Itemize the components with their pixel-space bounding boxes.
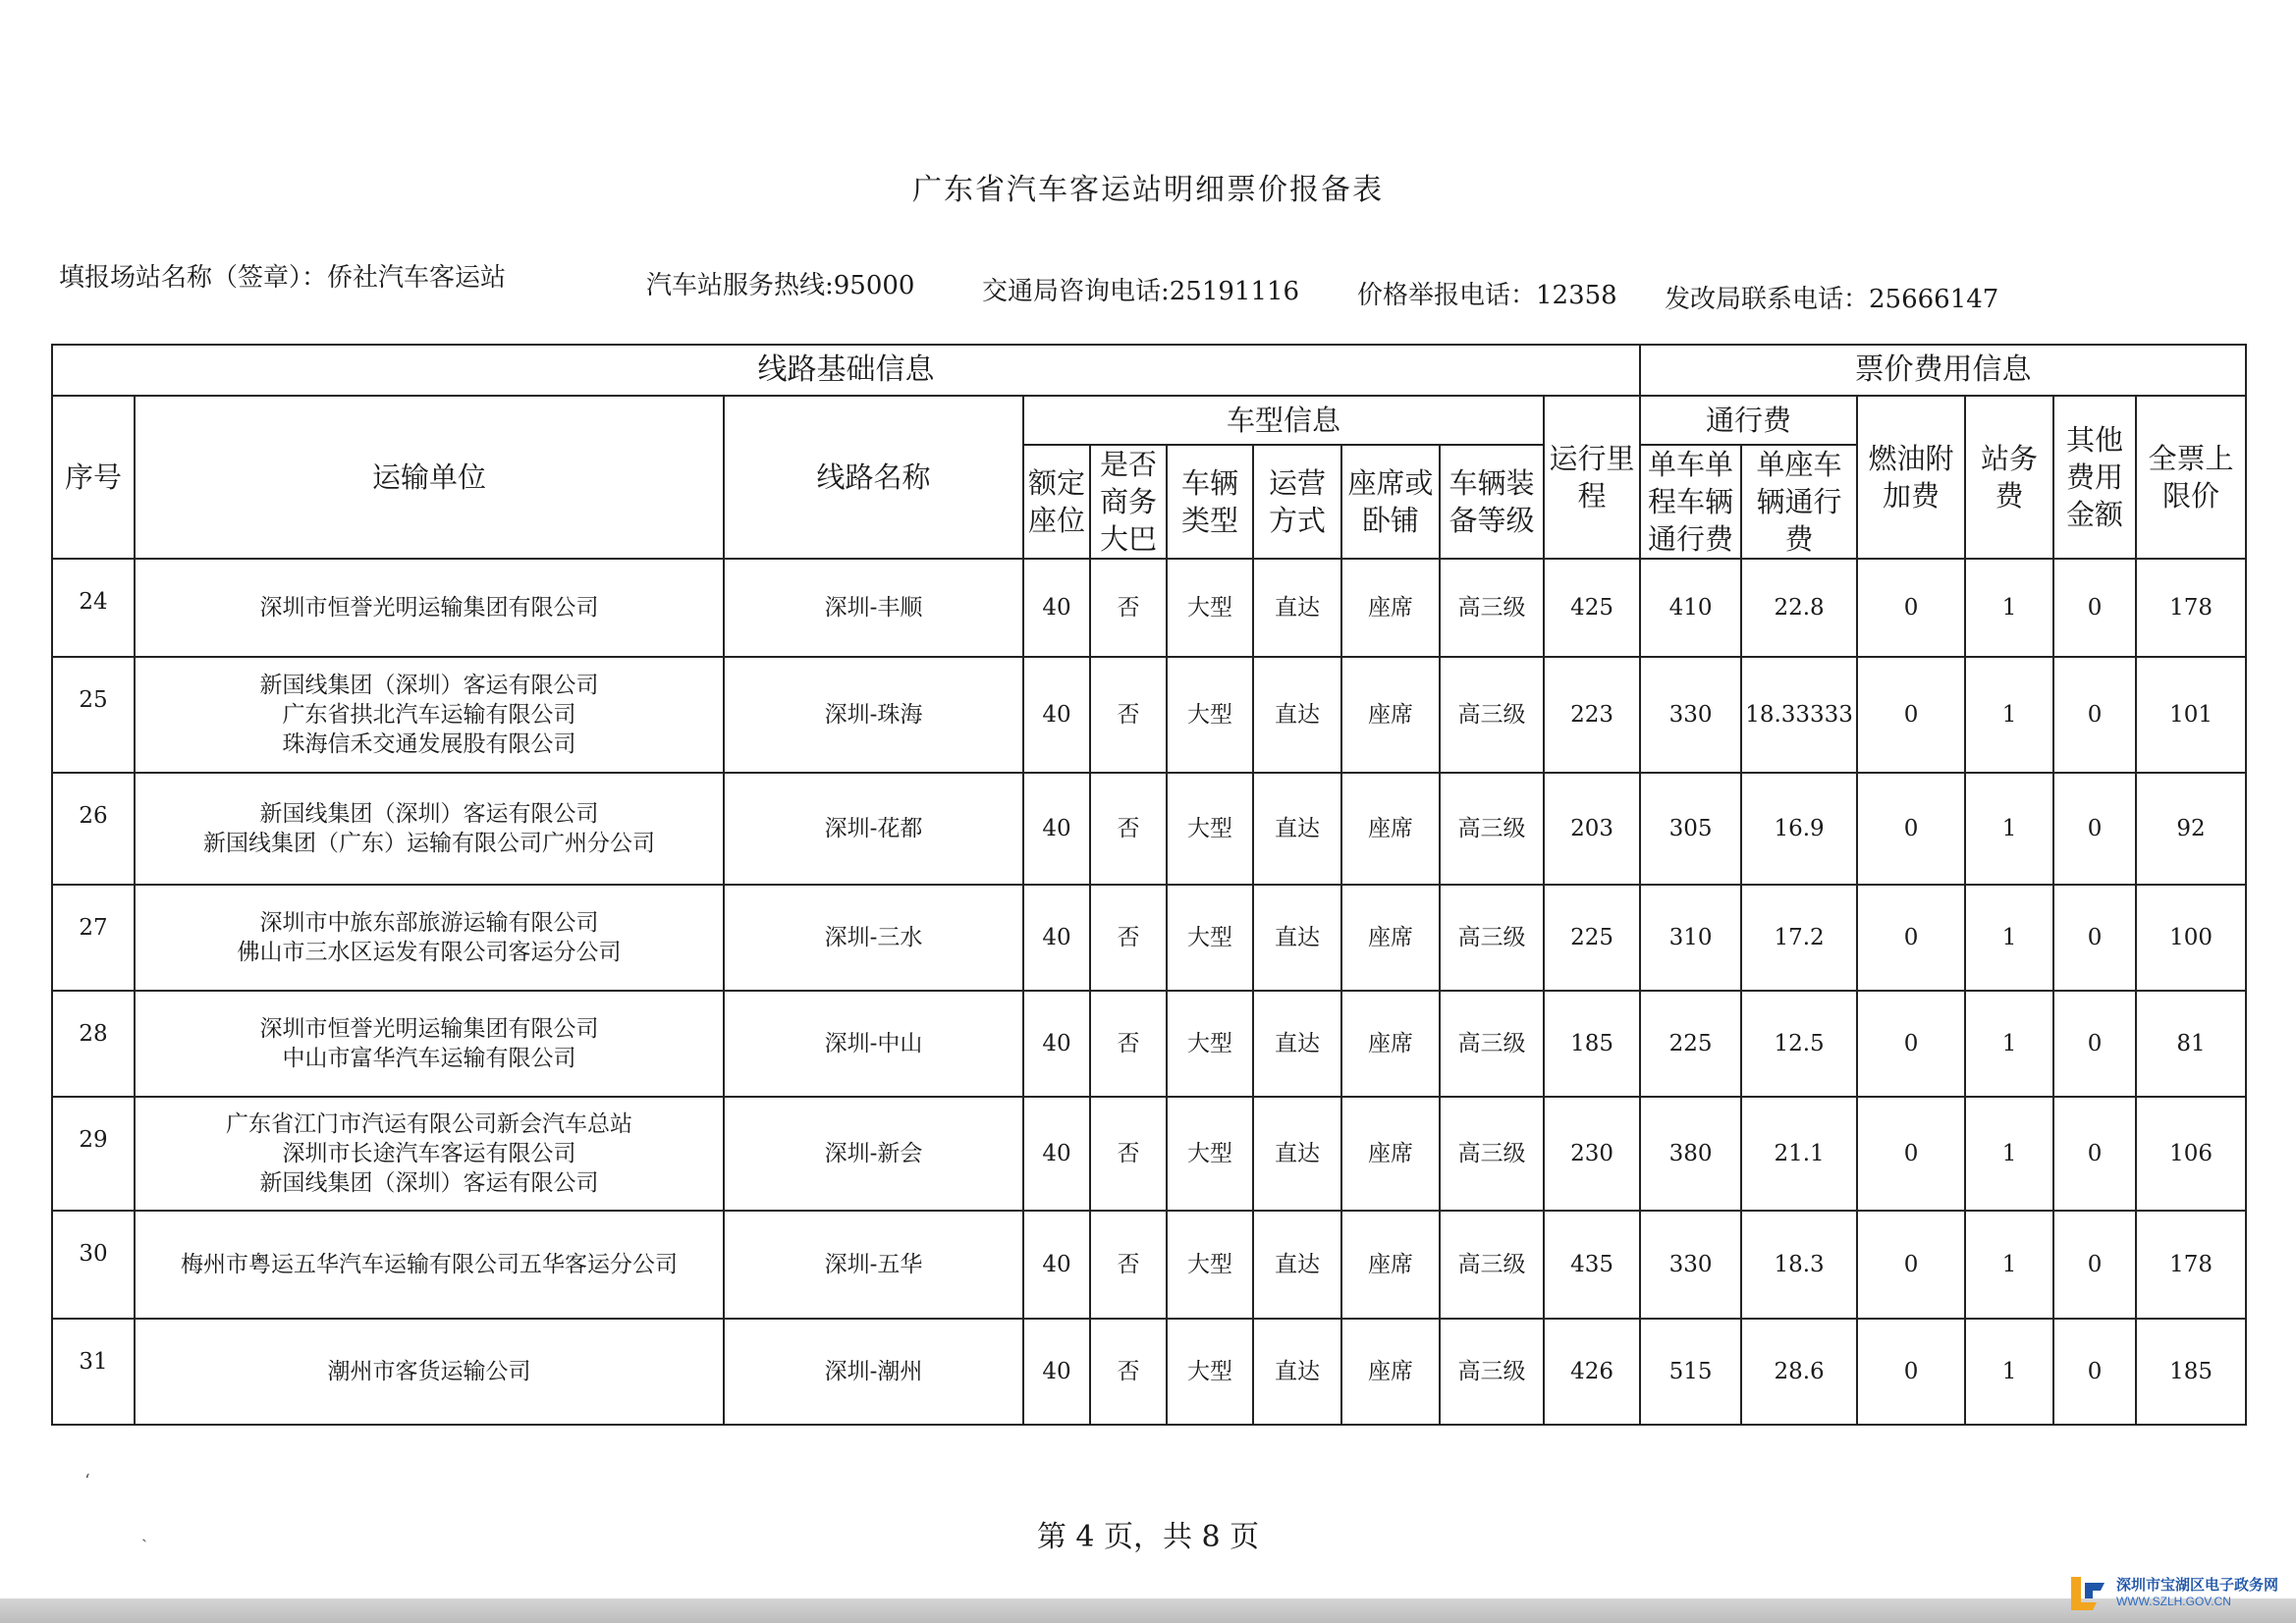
watermark-url: WWW.SZLH.GOV.CN: [2115, 1595, 2231, 1608]
scan-speck: ˴: [141, 1528, 147, 1548]
row-toll: 305: [1640, 773, 1741, 885]
watermark-site-name: 深圳市宝湖区电子政务网: [2115, 1577, 2278, 1594]
col-fuel-header: 燃油附加费: [1857, 396, 1965, 559]
col-operator-header: 运输单位: [135, 396, 724, 559]
row-business: 否: [1090, 559, 1167, 657]
row-index: 28: [52, 991, 135, 1097]
row-route: 深圳-珠海: [724, 657, 1023, 773]
row-station: 1: [1965, 1211, 2053, 1319]
row-toll-seat: 12.5: [1741, 991, 1857, 1097]
page-number: 第 4 页，共 8 页: [1036, 1520, 1260, 1554]
row-operator: 深圳市恒誉光明运输集团有限公司 中山市富华汽车运输有限公司: [135, 991, 724, 1097]
row-fuel: 0: [1857, 657, 1965, 773]
row-distance: 425: [1544, 559, 1640, 657]
row-other: 0: [2053, 991, 2136, 1097]
row-other: 0: [2053, 773, 2136, 885]
table-row: [52, 559, 2246, 657]
row-toll: 330: [1640, 1211, 1741, 1319]
row-toll: 225: [1640, 991, 1741, 1097]
row-other: 0: [2053, 657, 2136, 773]
row-seat: 座席: [1341, 657, 1440, 773]
col-route-header: 线路名称: [724, 396, 1023, 559]
row-seats: 40: [1023, 1097, 1090, 1211]
row-index: 31: [52, 1319, 135, 1425]
col-seat-sleeper-header: 座席或卧铺: [1341, 445, 1440, 559]
row-seats: 40: [1023, 657, 1090, 773]
row-index: 27: [52, 885, 135, 991]
row-distance: 223: [1544, 657, 1640, 773]
row-price: 185: [2136, 1319, 2246, 1425]
watermark: [2067, 1571, 2278, 1616]
row-distance: 225: [1544, 885, 1640, 991]
row-fuel: 0: [1857, 1097, 1965, 1211]
row-grade: 高三级: [1440, 1097, 1544, 1211]
row-business: 否: [1090, 1097, 1167, 1211]
table-row: [52, 1319, 2246, 1425]
row-station: 1: [1965, 1319, 2053, 1425]
row-grade: 高三级: [1440, 657, 1544, 773]
fare-table-container: [51, 344, 2245, 1426]
row-seats: 40: [1023, 559, 1090, 657]
row-station: 1: [1965, 991, 2053, 1097]
row-other: 0: [2053, 885, 2136, 991]
row-operator: 深圳市中旅东部旅游运输有限公司 佛山市三水区运发有限公司客运分公司: [135, 885, 724, 991]
ndrc-contact-phone: 发改局联系电话：25666147: [1665, 285, 1999, 314]
row-operator: 深圳市恒誉光明运输集团有限公司: [135, 559, 724, 657]
row-other: 0: [2053, 1211, 2136, 1319]
row-toll-seat: 16.9: [1741, 773, 1857, 885]
scan-edge: [0, 1598, 2296, 1623]
group-vehicle-info-header: 车型信息: [1023, 396, 1544, 445]
row-route: 深圳-三水: [724, 885, 1023, 991]
row-fuel: 0: [1857, 559, 1965, 657]
row-fuel: 0: [1857, 885, 1965, 991]
row-seat: 座席: [1341, 773, 1440, 885]
row-toll-seat: 17.2: [1741, 885, 1857, 991]
row-business: 否: [1090, 773, 1167, 885]
row-toll-seat: 18.33333: [1741, 657, 1857, 773]
row-price: 92: [2136, 773, 2246, 885]
col-toll-single-header: 单车单程车辆通行费: [1640, 445, 1741, 559]
table-row: [52, 885, 2246, 991]
row-seat: 座席: [1341, 1319, 1440, 1425]
row-mode: 直达: [1253, 773, 1341, 885]
row-operator: 新国线集团（深圳）客运有限公司 广东省拱北汽车运输有限公司 珠海信禾交通发展股有限公司: [135, 657, 724, 773]
row-distance: 435: [1544, 1211, 1640, 1319]
row-business: 否: [1090, 991, 1167, 1097]
station-hotline: 汽车站服务热线:95000: [646, 271, 915, 300]
row-station: 1: [1965, 885, 2053, 991]
row-toll: 310: [1640, 885, 1741, 991]
row-distance: 203: [1544, 773, 1640, 885]
scan-speck: ʻ: [84, 1471, 90, 1491]
row-price: 81: [2136, 991, 2246, 1097]
row-index: 25: [52, 657, 135, 773]
row-price: 178: [2136, 559, 2246, 657]
table-row: [52, 1211, 2246, 1319]
row-index: 30: [52, 1211, 135, 1319]
row-seats: 40: [1023, 773, 1090, 885]
row-seat: 座席: [1341, 1097, 1440, 1211]
row-toll: 515: [1640, 1319, 1741, 1425]
col-toll-per-seat-header: 单座车辆通行费: [1741, 445, 1857, 559]
row-toll-seat: 28.6: [1741, 1319, 1857, 1425]
col-business-header: 是否商务大巴: [1090, 445, 1167, 559]
row-station: 1: [1965, 657, 2053, 773]
row-grade: 高三级: [1440, 773, 1544, 885]
row-seats: 40: [1023, 1211, 1090, 1319]
row-operator: 新国线集团（深圳）客运有限公司 新国线集团（广东）运输有限公司广州分公司: [135, 773, 724, 885]
row-grade: 高三级: [1440, 1319, 1544, 1425]
table-row: [52, 657, 2246, 773]
table-row: [52, 1097, 2246, 1211]
row-fuel: 0: [1857, 1211, 1965, 1319]
row-business: 否: [1090, 657, 1167, 773]
price-report-phone: 价格举报电话：12358: [1357, 281, 1617, 310]
row-route: 深圳-花都: [724, 773, 1023, 885]
row-toll: 410: [1640, 559, 1741, 657]
row-toll-seat: 18.3: [1741, 1211, 1857, 1319]
row-distance: 185: [1544, 991, 1640, 1097]
row-mode: 直达: [1253, 559, 1341, 657]
row-fuel: 0: [1857, 1319, 1965, 1425]
row-other: 0: [2053, 1319, 2136, 1425]
transport-bureau-phone: 交通局咨询电话:25191116: [982, 277, 1300, 306]
row-vtype: 大型: [1167, 885, 1253, 991]
row-toll: 380: [1640, 1097, 1741, 1211]
row-mode: 直达: [1253, 885, 1341, 991]
row-toll: 330: [1640, 657, 1741, 773]
row-mode: 直达: [1253, 1097, 1341, 1211]
row-vtype: 大型: [1167, 1211, 1253, 1319]
row-grade: 高三级: [1440, 1211, 1544, 1319]
row-mode: 直达: [1253, 1319, 1341, 1425]
row-vtype: 大型: [1167, 559, 1253, 657]
row-route: 深圳-新会: [724, 1097, 1023, 1211]
watermark-text: [2116, 1577, 2278, 1610]
row-operator: 广东省江门市汽运有限公司新会汽车总站 深圳市长途汽车客运有限公司 新国线集团（深圳）客运有限公司: [135, 1097, 724, 1211]
row-index: 24: [52, 559, 135, 657]
row-seat: 座席: [1341, 559, 1440, 657]
row-distance: 426: [1544, 1319, 1640, 1425]
row-grade: 高三级: [1440, 559, 1544, 657]
row-vtype: 大型: [1167, 1097, 1253, 1211]
table-row: [52, 773, 2246, 885]
row-mode: 直达: [1253, 991, 1341, 1097]
row-fuel: 0: [1857, 773, 1965, 885]
row-price: 101: [2136, 657, 2246, 773]
row-price: 100: [2136, 885, 2246, 991]
col-equipment-grade-header: 车辆装备等级: [1440, 445, 1544, 559]
fare-table-body: [52, 559, 2246, 1425]
row-other: 0: [2053, 1097, 2136, 1211]
col-max-price-header: 全票上限价: [2136, 396, 2246, 559]
row-seat: 座席: [1341, 991, 1440, 1097]
table-row: [52, 991, 2246, 1097]
row-toll-seat: 22.8: [1741, 559, 1857, 657]
col-station-fee-header: 站务费: [1965, 396, 2053, 559]
row-vtype: 大型: [1167, 773, 1253, 885]
row-seats: 40: [1023, 885, 1090, 991]
row-mode: 直达: [1253, 1211, 1341, 1319]
station-name-label: 填报场站名称（签章）：侨社汽车客运站: [59, 263, 507, 293]
group-toll-header: 通行费: [1640, 396, 1857, 445]
row-grade: 高三级: [1440, 991, 1544, 1097]
col-operation-mode-header: 运营方式: [1253, 445, 1341, 559]
row-operator: 梅州市粤运五华汽车运输有限公司五华客运分公司: [135, 1211, 724, 1319]
row-other: 0: [2053, 559, 2136, 657]
row-seats: 40: [1023, 991, 1090, 1097]
row-seat: 座席: [1341, 1211, 1440, 1319]
row-route: 深圳-五华: [724, 1211, 1023, 1319]
col-vehicle-type-header: 车辆类型: [1167, 445, 1253, 559]
col-seats-header: 额定座位: [1023, 445, 1090, 559]
row-operator: 潮州市客货运输公司: [135, 1319, 724, 1425]
document-title: 广东省汽车客运站明细票价报备表: [912, 173, 1384, 207]
row-index: 26: [52, 773, 135, 885]
row-mode: 直达: [1253, 657, 1341, 773]
row-seat: 座席: [1341, 885, 1440, 991]
group-fare-info-header: 票价费用信息: [1640, 345, 2246, 396]
row-index: 29: [52, 1097, 135, 1211]
row-vtype: 大型: [1167, 1319, 1253, 1425]
col-other-fee-header: 其他费用金额: [2053, 396, 2136, 559]
watermark-logo-icon: [2067, 1573, 2108, 1614]
row-distance: 230: [1544, 1097, 1640, 1211]
row-toll-seat: 21.1: [1741, 1097, 1857, 1211]
row-vtype: 大型: [1167, 991, 1253, 1097]
row-station: 1: [1965, 1097, 2053, 1211]
row-price: 178: [2136, 1211, 2246, 1319]
row-station: 1: [1965, 559, 2053, 657]
row-business: 否: [1090, 1319, 1167, 1425]
row-vtype: 大型: [1167, 657, 1253, 773]
row-fuel: 0: [1857, 991, 1965, 1097]
row-route: 深圳-丰顺: [724, 559, 1023, 657]
col-index-header: 序号: [52, 396, 135, 559]
row-business: 否: [1090, 1211, 1167, 1319]
col-distance-header: 运行里程: [1544, 396, 1640, 559]
row-station: 1: [1965, 773, 2053, 885]
row-grade: 高三级: [1440, 885, 1544, 991]
row-seats: 40: [1023, 1319, 1090, 1425]
row-route: 深圳-潮州: [724, 1319, 1023, 1425]
group-route-info-header: 线路基础信息: [52, 345, 1640, 396]
row-price: 106: [2136, 1097, 2246, 1211]
row-business: 否: [1090, 885, 1167, 991]
row-route: 深圳-中山: [724, 991, 1023, 1097]
fare-table: [51, 344, 2247, 1426]
